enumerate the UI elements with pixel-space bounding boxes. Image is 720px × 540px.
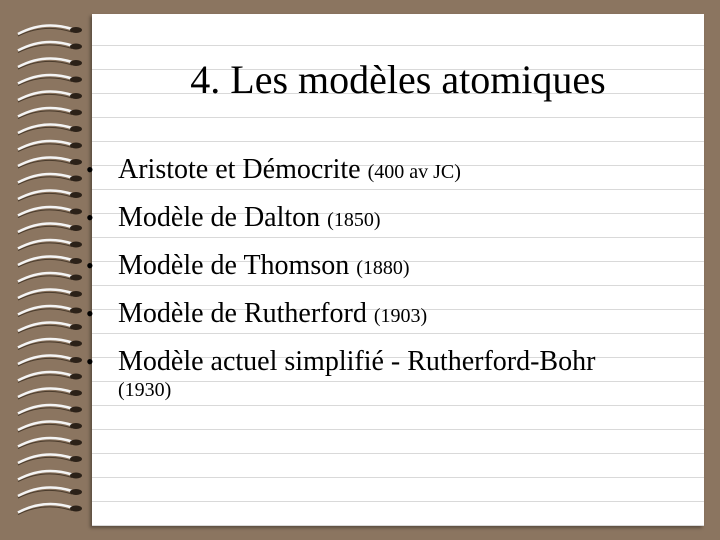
binding-hole [70,44,82,50]
binding-hole [70,291,82,297]
binding-hole [70,110,82,116]
binding-hole [70,93,82,99]
item-date: (1930) [118,379,172,401]
binding-hole [70,126,82,132]
bullet-dot: • [86,157,94,182]
binding-hole [70,60,82,66]
binding-hole [70,357,82,363]
binding-hole [70,324,82,330]
binding-hole [70,489,82,495]
binding-hole [70,209,82,215]
binding-hole [70,225,82,231]
binding-hole [70,374,82,380]
binding-hole [70,506,82,512]
slide-title: 4. Les modèles atomiques [190,57,606,102]
binding-hole [70,275,82,281]
item-text: Modèle actuel simplifié - Rutherford-Bohr [118,346,596,377]
bullet-dot: • [86,205,94,230]
list-item [86,243,706,291]
binding-hole [70,143,82,149]
list-item [86,291,706,339]
binding-hole [70,77,82,83]
item-date: (400 av JC) [367,161,461,183]
item-text: Aristote et Démocrite [118,154,361,185]
binding-hole [70,176,82,182]
item-date: (1850) [327,209,381,231]
binding-hole [70,258,82,264]
spiral-binding-icon [14,18,84,528]
list-item [86,195,706,243]
binding-hole [70,456,82,462]
binding-hole [70,192,82,198]
binding-hole [70,159,82,165]
binding-hole [70,423,82,429]
binding-hole [70,242,82,248]
bullet-dot: • [86,349,94,374]
binding-hole [70,390,82,396]
item-date: (1880) [356,257,410,279]
item-date: (1903) [373,305,428,327]
binding-hole [70,308,82,314]
list-item [86,147,706,195]
binding-hole [70,341,82,347]
item-text: Modèle de Rutherford [118,298,367,329]
binding-hole [70,407,82,413]
binding-hole [70,440,82,446]
binding-hole [70,27,82,33]
item-text: Modèle de Thomson [118,250,350,281]
bullet-dot: • [86,301,94,326]
bullet-list [86,147,706,403]
bullet-dot: • [86,253,94,278]
list-item [86,339,706,403]
item-text: Modèle de Dalton [118,202,321,233]
binding-hole [70,473,82,479]
